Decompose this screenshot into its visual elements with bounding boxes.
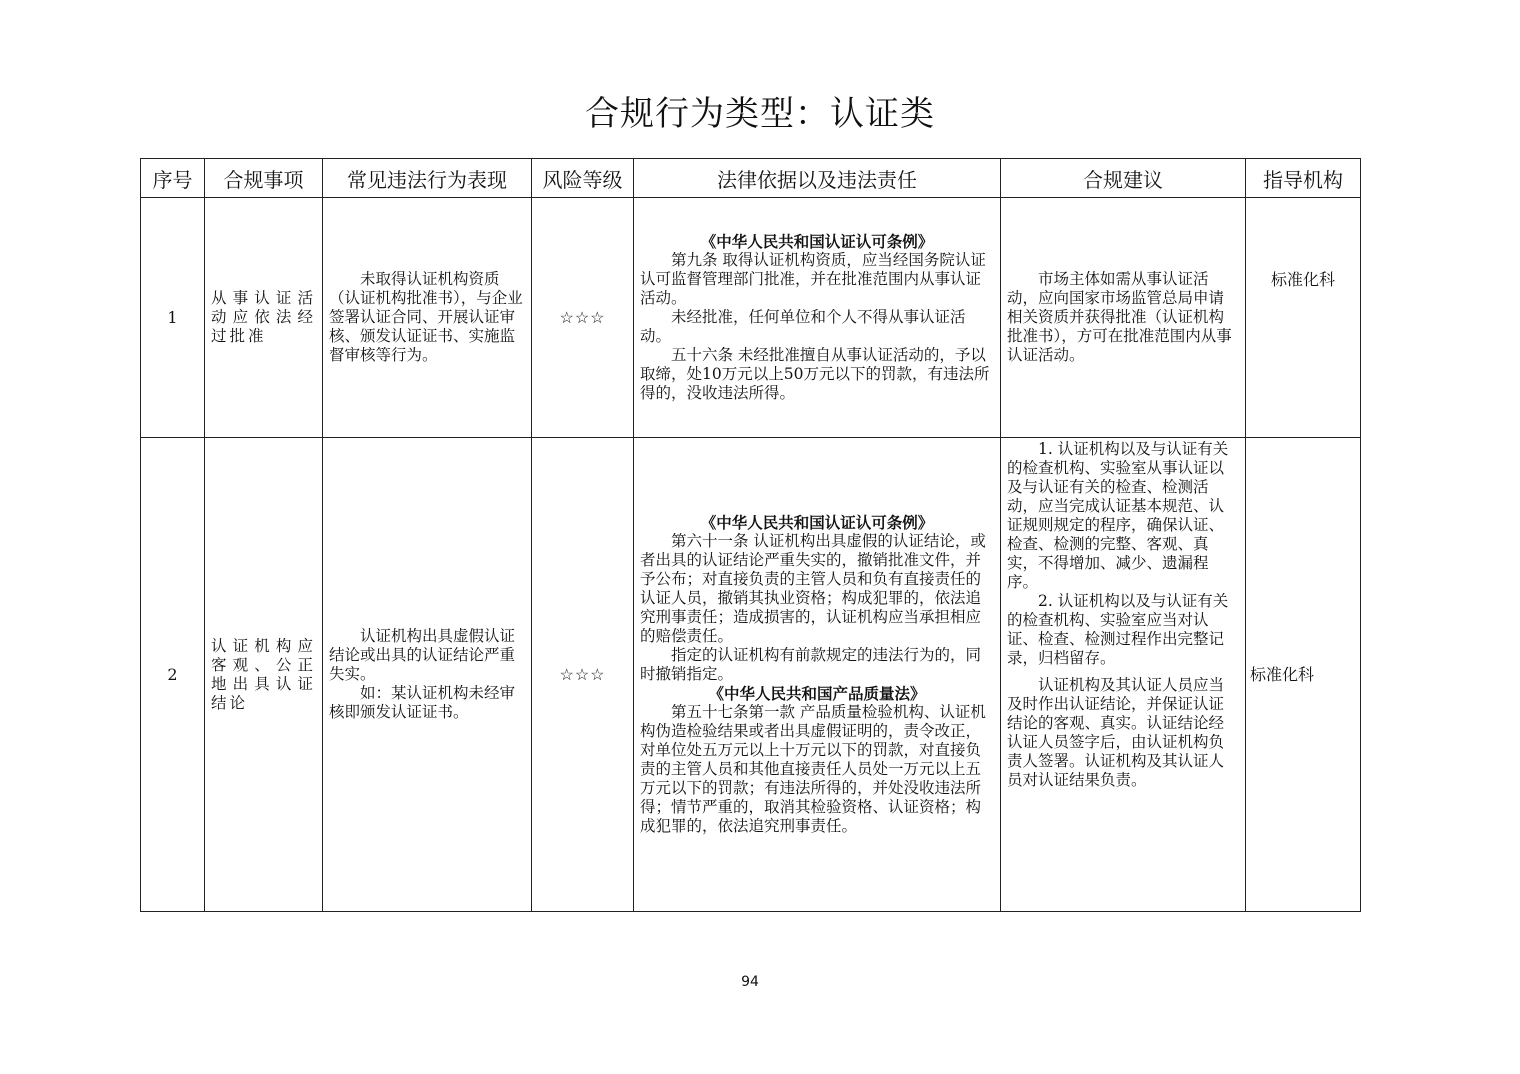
law-title: 《中华人民共和国认证认可条例》 [700,232,934,251]
law-title: 《中华人民共和国认证认可条例》 [700,513,934,532]
header-law: 法律依据以及违法责任 [634,159,1001,198]
header-seq: 序号 [141,159,205,198]
page-number: 94 [741,974,759,990]
header-behavior: 常见违法行为表现 [323,159,532,198]
row-advice [1001,438,1245,792]
row-law [634,230,1000,405]
behavior-paragraph: 如：某认证机构未经审核即颁发认证证书。 [329,684,516,721]
row-org: 标准化科 [1250,665,1315,684]
row-seq: 1 [141,198,205,438]
advice-paragraph: 认证机构及其认证人员应当及时作出认证结论，并保证认证结论的客观、真实。认证结论经认证人员签字后，由认证机构负责人签署。认证机构及其认证人员对认证结果负责。 [1007,676,1225,789]
header-item: 合规事项 [205,159,323,198]
row-item: 认证机构应客观、公正地出具认证结论 [211,636,316,712]
row-behavior [323,625,531,724]
row-risk: ☆☆☆ [532,438,634,912]
table-header-row [141,159,1361,198]
row-law [634,511,1000,838]
table-row [141,438,1361,912]
advice-paragraph: 2. 认证机构以及与认证有关的检查机构、实验室应当对认证、检查、检测过程作出完整记录，归档留存。 [1007,592,1229,667]
table-row [141,198,1361,438]
row-seq: 2 [141,438,205,912]
row-item: 从事认证活动应依法经过批准 [211,289,316,345]
header-org: 指导机构 [1246,159,1361,198]
behavior-paragraph: 认证机构出具虚假认证结论或出具的认证结论严重失实。 [329,627,516,683]
row-risk: ☆☆☆ [532,198,634,438]
law-paragraph: 未经批准，任何单位和个人不得从事认证活动。 [640,308,966,345]
compliance-table [140,158,1361,912]
law-paragraph: 第六十一条 认证机构出具虚假的认证结论，或者出具的认证结论严重失实的，撤销批准文件，并予公布；对直接负责的主管人员和负有直接责任的认证人员，撤销其执业资格；构成犯罪的，依法追究刑事责任；造成损害的，认证机构应当承担相应的赔偿责任。 [640,532,986,645]
advice-paragraph: 1. 认证机构以及与认证有关的检查机构、实验室从事认证以及与认证有关的检查、检测活动，应当完成认证基本规范、认证规则规定的程序，确保认证、检查、检测的完整、客观、真实，不得增加、减少、遗漏程序。 [1007,440,1229,591]
page-title: 合规行为类型：认证类 [585,94,935,134]
law-title: 《中华人民共和国产品质量法》 [708,684,926,703]
row-advice [1001,268,1245,367]
law-paragraph: 指定的认证机构有前款规定的违法行为的，同时撤销指定。 [640,646,982,683]
header-risk: 风险等级 [532,159,634,198]
law-paragraph: 五十六条 未经批准擅自从事认证活动的，予以取缔，处10万元以上50万元以下的罚款，有违法所得的，没收违法所得。 [640,346,990,402]
advice-paragraph: 市场主体如需从事认证活动，应向国家市场监管总局申请相关资质并获得批准（认证机构批准书），方可在批准范围内从事认证活动。 [1007,270,1232,364]
law-paragraph: 第九条 取得认证机构资质，应当经国务院认证认可监督管理部门批准，并在批准范围内从事认证活动。 [640,251,986,307]
law-paragraph: 第五十七条第一款 产品质量检验机构、认证机构伪造检验结果或者出具虚假证明的，责令改正，对单位处五万元以上十万元以下的罚款，对直接负责的主管人员和其他直接责任人员处一万元以上五万元以下的罚款；有违法所得的，并处没收违法所得；情节严重的，取消其检验资格、认证资格；构成犯罪的，依法追究刑事责任。 [640,703,986,835]
header-advice: 合规建议 [1001,159,1246,198]
behavior-paragraph: 未取得认证机构资质（认证机构批准书），与企业签署认证合同、开展认证审核、颁发认证证书、实施监督审核等行为。 [329,270,523,364]
row-org: 标准化科 [1270,270,1335,289]
row-behavior [323,268,531,367]
